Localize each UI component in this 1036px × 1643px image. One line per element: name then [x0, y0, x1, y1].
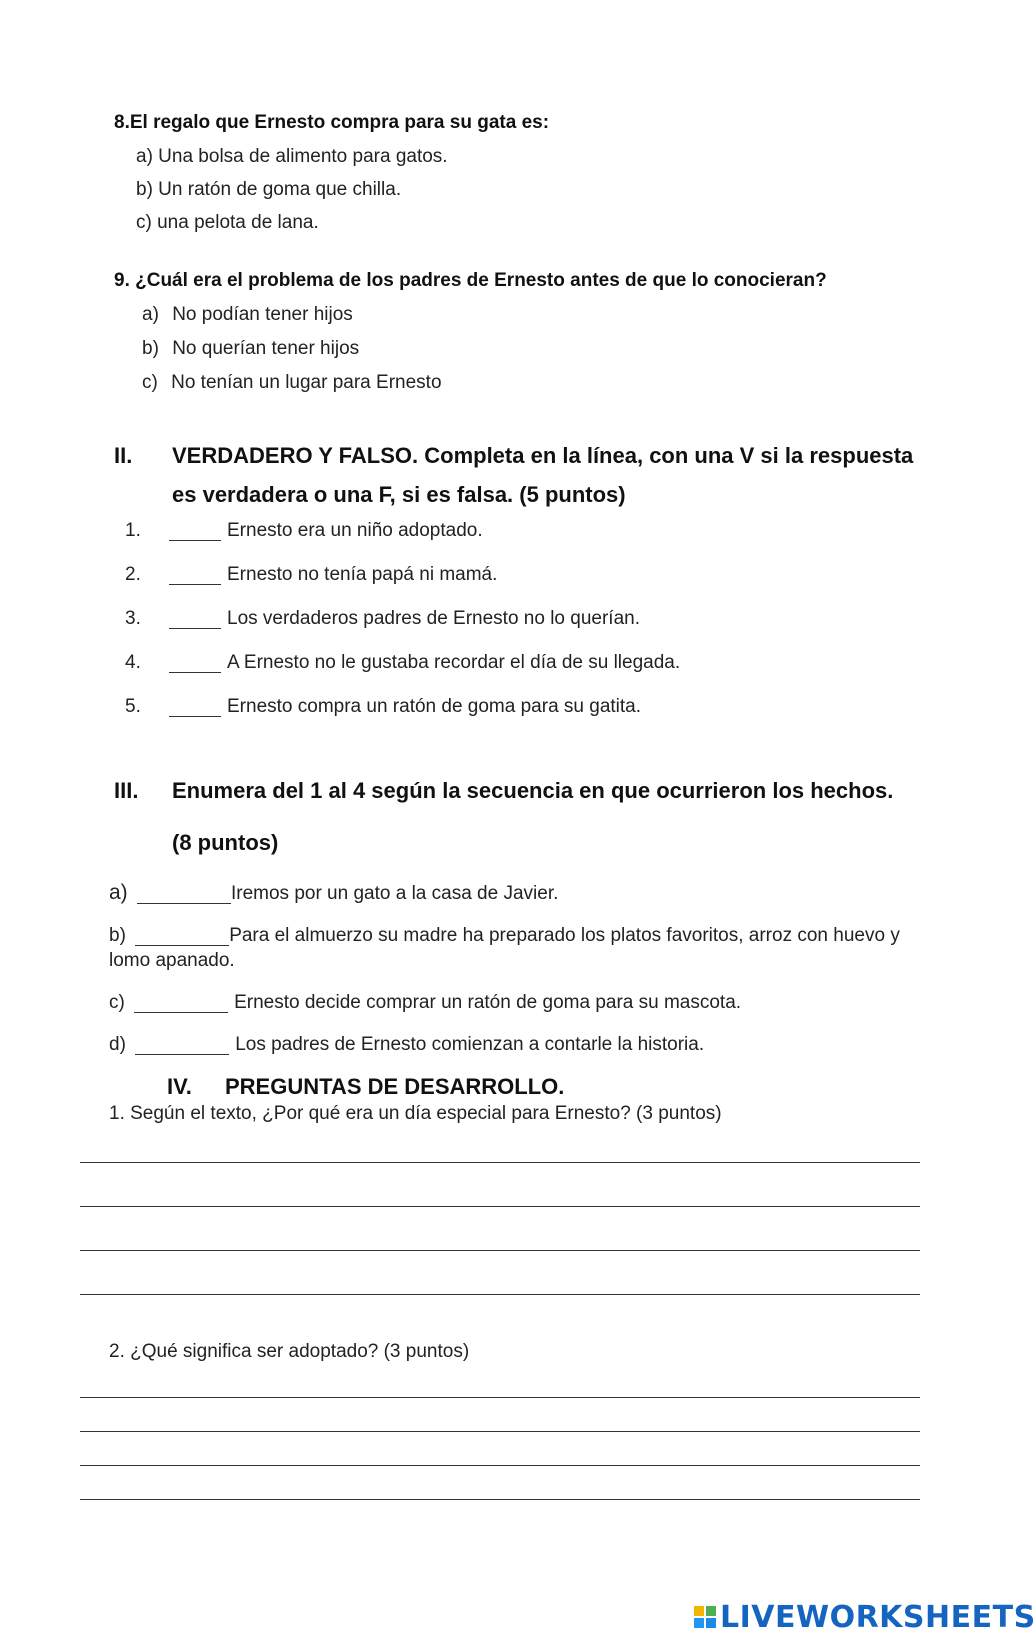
tf-item-3-input[interactable]: [169, 610, 221, 629]
q9-option-b-text: No querían tener hijos: [172, 338, 360, 359]
seq-item-b: [109, 925, 900, 947]
seq-item-a-letter: a): [109, 881, 128, 904]
q8-option-b[interactable]: b) Un ratón de goma que chilla.: [136, 179, 402, 200]
tf-item-3-number: 3.: [125, 608, 141, 629]
seq-item-b-input[interactable]: [135, 927, 229, 946]
answer-line-q1-1[interactable]: [80, 1162, 920, 1163]
seq-item-c-letter: c): [109, 992, 125, 1013]
q8-option-c[interactable]: c) una pelota de lana.: [136, 212, 319, 233]
section-2-title-line1: VERDADERO Y FALSO. Completa en la línea, con una V si la respuesta: [172, 443, 914, 468]
tf-item-2-text: Ernesto no tenía papá ni mamá.: [227, 564, 498, 585]
q9-option-a-letter: a): [142, 304, 159, 325]
tf-item-5-input[interactable]: [169, 698, 221, 717]
tf-item-5-number: 5.: [125, 696, 141, 717]
section-2-number: II.: [114, 443, 133, 468]
question-8: 8.El regalo que Ernesto compra para su gata es:: [114, 112, 550, 133]
tf-item-4-number: 4.: [125, 652, 141, 673]
answer-line-q2-3[interactable]: [80, 1465, 920, 1466]
seq-item-c: [109, 992, 741, 1014]
tf-item-5: [125, 696, 641, 718]
answer-line-q1-4[interactable]: [80, 1294, 920, 1295]
q9-option-c[interactable]: [142, 372, 442, 394]
q9-option-b[interactable]: [142, 338, 359, 360]
seq-item-d-letter: d): [109, 1034, 126, 1055]
answer-line-q2-4[interactable]: [80, 1499, 920, 1500]
tf-item-2-number: 2.: [125, 564, 141, 585]
seq-item-b-continued: lomo apanado.: [109, 950, 235, 971]
tf-item-4-text: A Ernesto no le gustaba recordar el día de su llegada.: [227, 652, 681, 673]
section-3-title-line2: (8 puntos): [172, 830, 279, 855]
seq-item-a-input[interactable]: [137, 885, 231, 904]
q9-option-a[interactable]: [142, 304, 353, 326]
tf-item-1: [125, 520, 483, 542]
seq-item-b-text: Para el almuerzo su madre ha preparado los platos favoritos, arroz con huevo y: [229, 925, 900, 946]
question-9: 9. ¿Cuál era el problema de los padres de Ernesto antes de que lo conocieran?: [114, 270, 827, 291]
tf-item-2: [125, 564, 497, 586]
q9-option-b-letter: b): [142, 338, 159, 359]
liveworksheets-brand: LIVEWORKSHEETS: [720, 1599, 1036, 1635]
seq-item-d: [109, 1034, 704, 1056]
tf-item-1-text: Ernesto era un niño adoptado.: [227, 520, 483, 541]
tf-item-3: [125, 608, 640, 630]
tf-item-4-input[interactable]: [169, 654, 221, 673]
seq-item-c-text: Ernesto decide comprar un ratón de goma para su mascota.: [234, 992, 742, 1013]
seq-item-b-letter: b): [109, 925, 126, 946]
answer-line-q2-1[interactable]: [80, 1397, 920, 1398]
answer-line-q1-3[interactable]: [80, 1250, 920, 1251]
seq-item-a: [109, 881, 558, 905]
seq-item-a-text: Iremos por un gato a la casa de Javier.: [230, 883, 559, 904]
tf-item-3-text: Los verdaderos padres de Ernesto no lo querían.: [227, 608, 640, 629]
q9-option-c-letter: c): [142, 372, 158, 393]
q9-option-c-text: No tenían un lugar para Ernesto: [171, 372, 442, 393]
seq-item-c-input[interactable]: [134, 994, 228, 1013]
liveworksheets-logo: [694, 1600, 1036, 1634]
section-3-title-line1: Enumera del 1 al 4 según la secuencia en que ocurrieron los hechos.: [172, 778, 894, 803]
dev-question-2: 2. ¿Qué significa ser adoptado? (3 puntos): [109, 1341, 470, 1362]
tf-item-4: [125, 652, 680, 674]
section-3-number: III.: [114, 778, 139, 803]
seq-item-d-input[interactable]: [135, 1036, 229, 1055]
q9-option-a-text: No podían tener hijos: [172, 304, 353, 325]
section-4-number: IV.: [167, 1074, 192, 1099]
q8-option-a[interactable]: a) Una bolsa de alimento para gatos.: [136, 146, 448, 167]
seq-item-d-text: Los padres de Ernesto comienzan a contarle la historia.: [235, 1034, 705, 1055]
tf-item-1-number: 1.: [125, 520, 141, 541]
liveworksheets-logo-icon: [694, 1606, 716, 1628]
dev-question-1: 1. Según el texto, ¿Por qué era un día especial para Ernesto? (3 puntos): [109, 1103, 722, 1124]
tf-item-2-input[interactable]: [169, 566, 221, 585]
answer-line-q2-2[interactable]: [80, 1431, 920, 1432]
section-4-title: PREGUNTAS DE DESARROLLO.: [225, 1074, 565, 1099]
tf-item-1-input[interactable]: [169, 522, 221, 541]
answer-line-q1-2[interactable]: [80, 1206, 920, 1207]
section-2-title-line2: es verdadera o una F, si es falsa. (5 puntos): [172, 482, 626, 507]
tf-item-5-text: Ernesto compra un ratón de goma para su gatita.: [227, 696, 642, 717]
